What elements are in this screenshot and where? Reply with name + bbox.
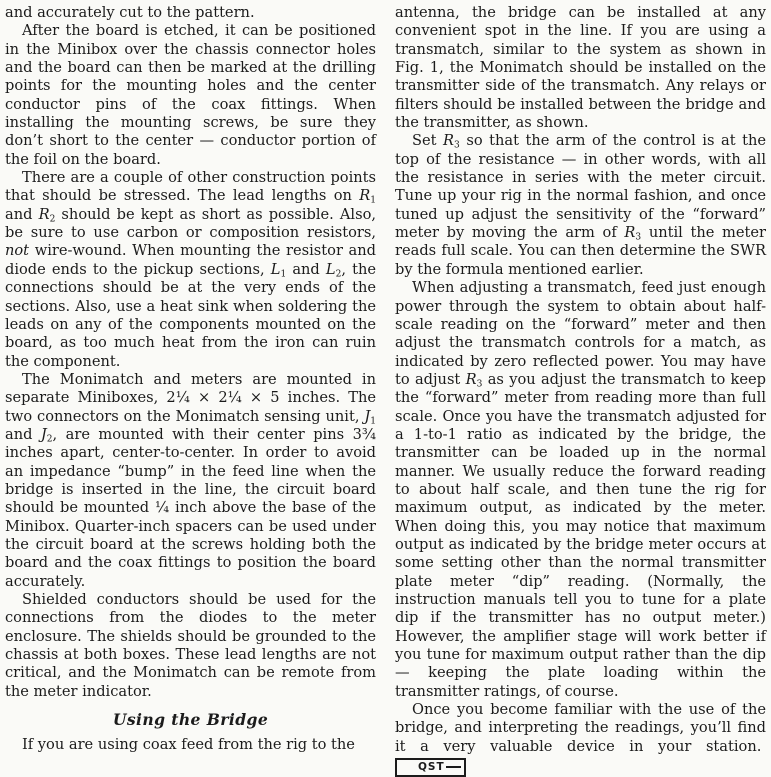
qst-end-marker: QST xyxy=(395,758,466,777)
body-text: After the board is etched, it can be positioned in the Minibox over the chassis connector holes and the board can then be marked at the drilling points for the mounting holes and the center conductor pins of the coax fittings. When installing the mounting screws, be sure they don’t short to the center — conductor portion of the foil on the board. xyxy=(5,22,376,168)
italic-text: R xyxy=(359,187,371,205)
italic-text: J xyxy=(364,407,371,425)
body-text: There are a couple of other construction points that should be stressed. The lead lengths on xyxy=(5,169,376,205)
left-column xyxy=(5,4,376,754)
section-heading: Using the Bridge xyxy=(112,710,269,730)
paragraph xyxy=(5,736,376,754)
body-text: Shielded conductors should be used for the connections from the diodes to the meter enclosure. The shields should be grounded to the chassis at both boxes. These lead lengths are not critical, and the Monimatch can be remote from the meter indicator. xyxy=(5,591,376,700)
body-text: should be kept as short as possible. Also, be sure to use carbon or composition resistors, xyxy=(5,205,376,242)
italic-text: not xyxy=(5,242,30,260)
subscript-text: 1 xyxy=(370,416,376,427)
italic-text: L xyxy=(270,260,281,278)
body-text: When adjusting a transmatch, feed just enough power through the system to obtain about half-scale reading on the “forward” meter and then adjust the transmatch controls for a match, as indicated by zero reflected power. You may have to adjust xyxy=(395,279,766,388)
paragraph xyxy=(5,4,376,22)
body-text: , are mounted with their center pins 3¾ inches apart, center-to-center. In order to avoid an impedance “bump” in the feed line when the bridge is inserted in the line, the circuit board should be mounted ¼ inch above the base of the Minibox. Quarter-inch spacers can be used under the circuit board at the screws holding both the board and the coax fittings to position the board accurately. xyxy=(5,425,377,590)
paragraph xyxy=(5,591,376,701)
body-text: until the meter reads full scale. You can then determine the SWR by the formula mentioned earlier. xyxy=(395,224,766,278)
italic-text: R xyxy=(38,205,50,223)
body-text: so that the arm of the control is at the top of the resistance — in other words, with all the resistance in series with the meter circuit. Tune up your rig in the normal fashion, and once tuned up adjust the sensitivity of the “forward” meter by moving the arm of xyxy=(395,132,766,242)
body-text: Once you become familiar with the use of the bridge, and interpreting the readings, you’ll find it a very valuable device in your station. xyxy=(395,701,766,755)
body-text: and accurately cut to the pattern. xyxy=(5,4,255,21)
body-text: The Monimatch and meters are mounted in separate Miniboxes, 2¼ × 2¼ × 5 inches. The two connectors on the Monimatch sensing unit, xyxy=(5,370,376,425)
body-text: and xyxy=(286,260,326,278)
body-text: If you are using coax feed from the rig to the xyxy=(22,736,355,754)
paragraph xyxy=(395,4,766,132)
subscript-text: 3 xyxy=(476,379,483,390)
subscript-text: 1 xyxy=(280,269,287,280)
body-text: and xyxy=(5,205,39,223)
subscript-text: 2 xyxy=(49,214,56,225)
subscript-text: 3 xyxy=(635,232,642,243)
body-text: , the connections should be at the very ends of the sections. Also, use a heat sink when soldering the leads on any of the components mounted on the board, as too much heat from the iron can ruin the component. xyxy=(5,260,376,370)
subscript-text: 2 xyxy=(46,434,53,445)
body-text: and xyxy=(5,425,41,443)
body-text: Set xyxy=(412,132,444,150)
italic-text: R xyxy=(624,224,636,242)
italic-text: J xyxy=(40,425,47,443)
subscript-text: 1 xyxy=(370,195,376,206)
italic-text: R xyxy=(443,132,455,150)
body-text: as you adjust the transmatch to keep the “forward” meter from reading more than full scale. Once you have the transmatch adjusted for a 1-to-1 ratio as indicated by the bridge, the transmitter can be loaded up in the normal manner. We usually reduce the forward reading to about half scale, and then tune the rig for maximum output, as indicated by the meter. When doing this, you may notice that maximum output as indicated by the bridge meter occurs at some setting other than the normal transmitter plate meter “dip” reading. (Normally, the instruction manuals tell you to tune for a plate dip if the transmitter has no output meter.) However, the amplifier stage will work better if you tune for maximum output rather than the dip — keeping the plate loading within the transmitter ratings, of course. xyxy=(395,370,767,700)
subscript-text: 3 xyxy=(454,140,460,151)
paragraph xyxy=(395,279,766,701)
subscript-text: 2 xyxy=(335,269,342,280)
body-text: wire-wound. When mounting the resistor and diode ends to the pickup sections, xyxy=(5,242,376,278)
right-column xyxy=(395,4,767,774)
body-text: antenna, the bridge can be installed at any convenient spot in the line. If you are using a transmatch, similar to the system as shown in Fig. 1, the Monimatch should be installed on the transmitter side of the transmatch. Any relays or filters should be installed between the bridge and the transmitter, as shown. xyxy=(395,4,766,132)
paragraph xyxy=(5,22,376,169)
paragraph xyxy=(5,371,376,591)
italic-text: R xyxy=(465,370,477,388)
paragraph xyxy=(5,169,376,371)
italic-text: L xyxy=(325,260,336,278)
paragraph xyxy=(395,701,766,777)
paragraph xyxy=(395,132,766,279)
